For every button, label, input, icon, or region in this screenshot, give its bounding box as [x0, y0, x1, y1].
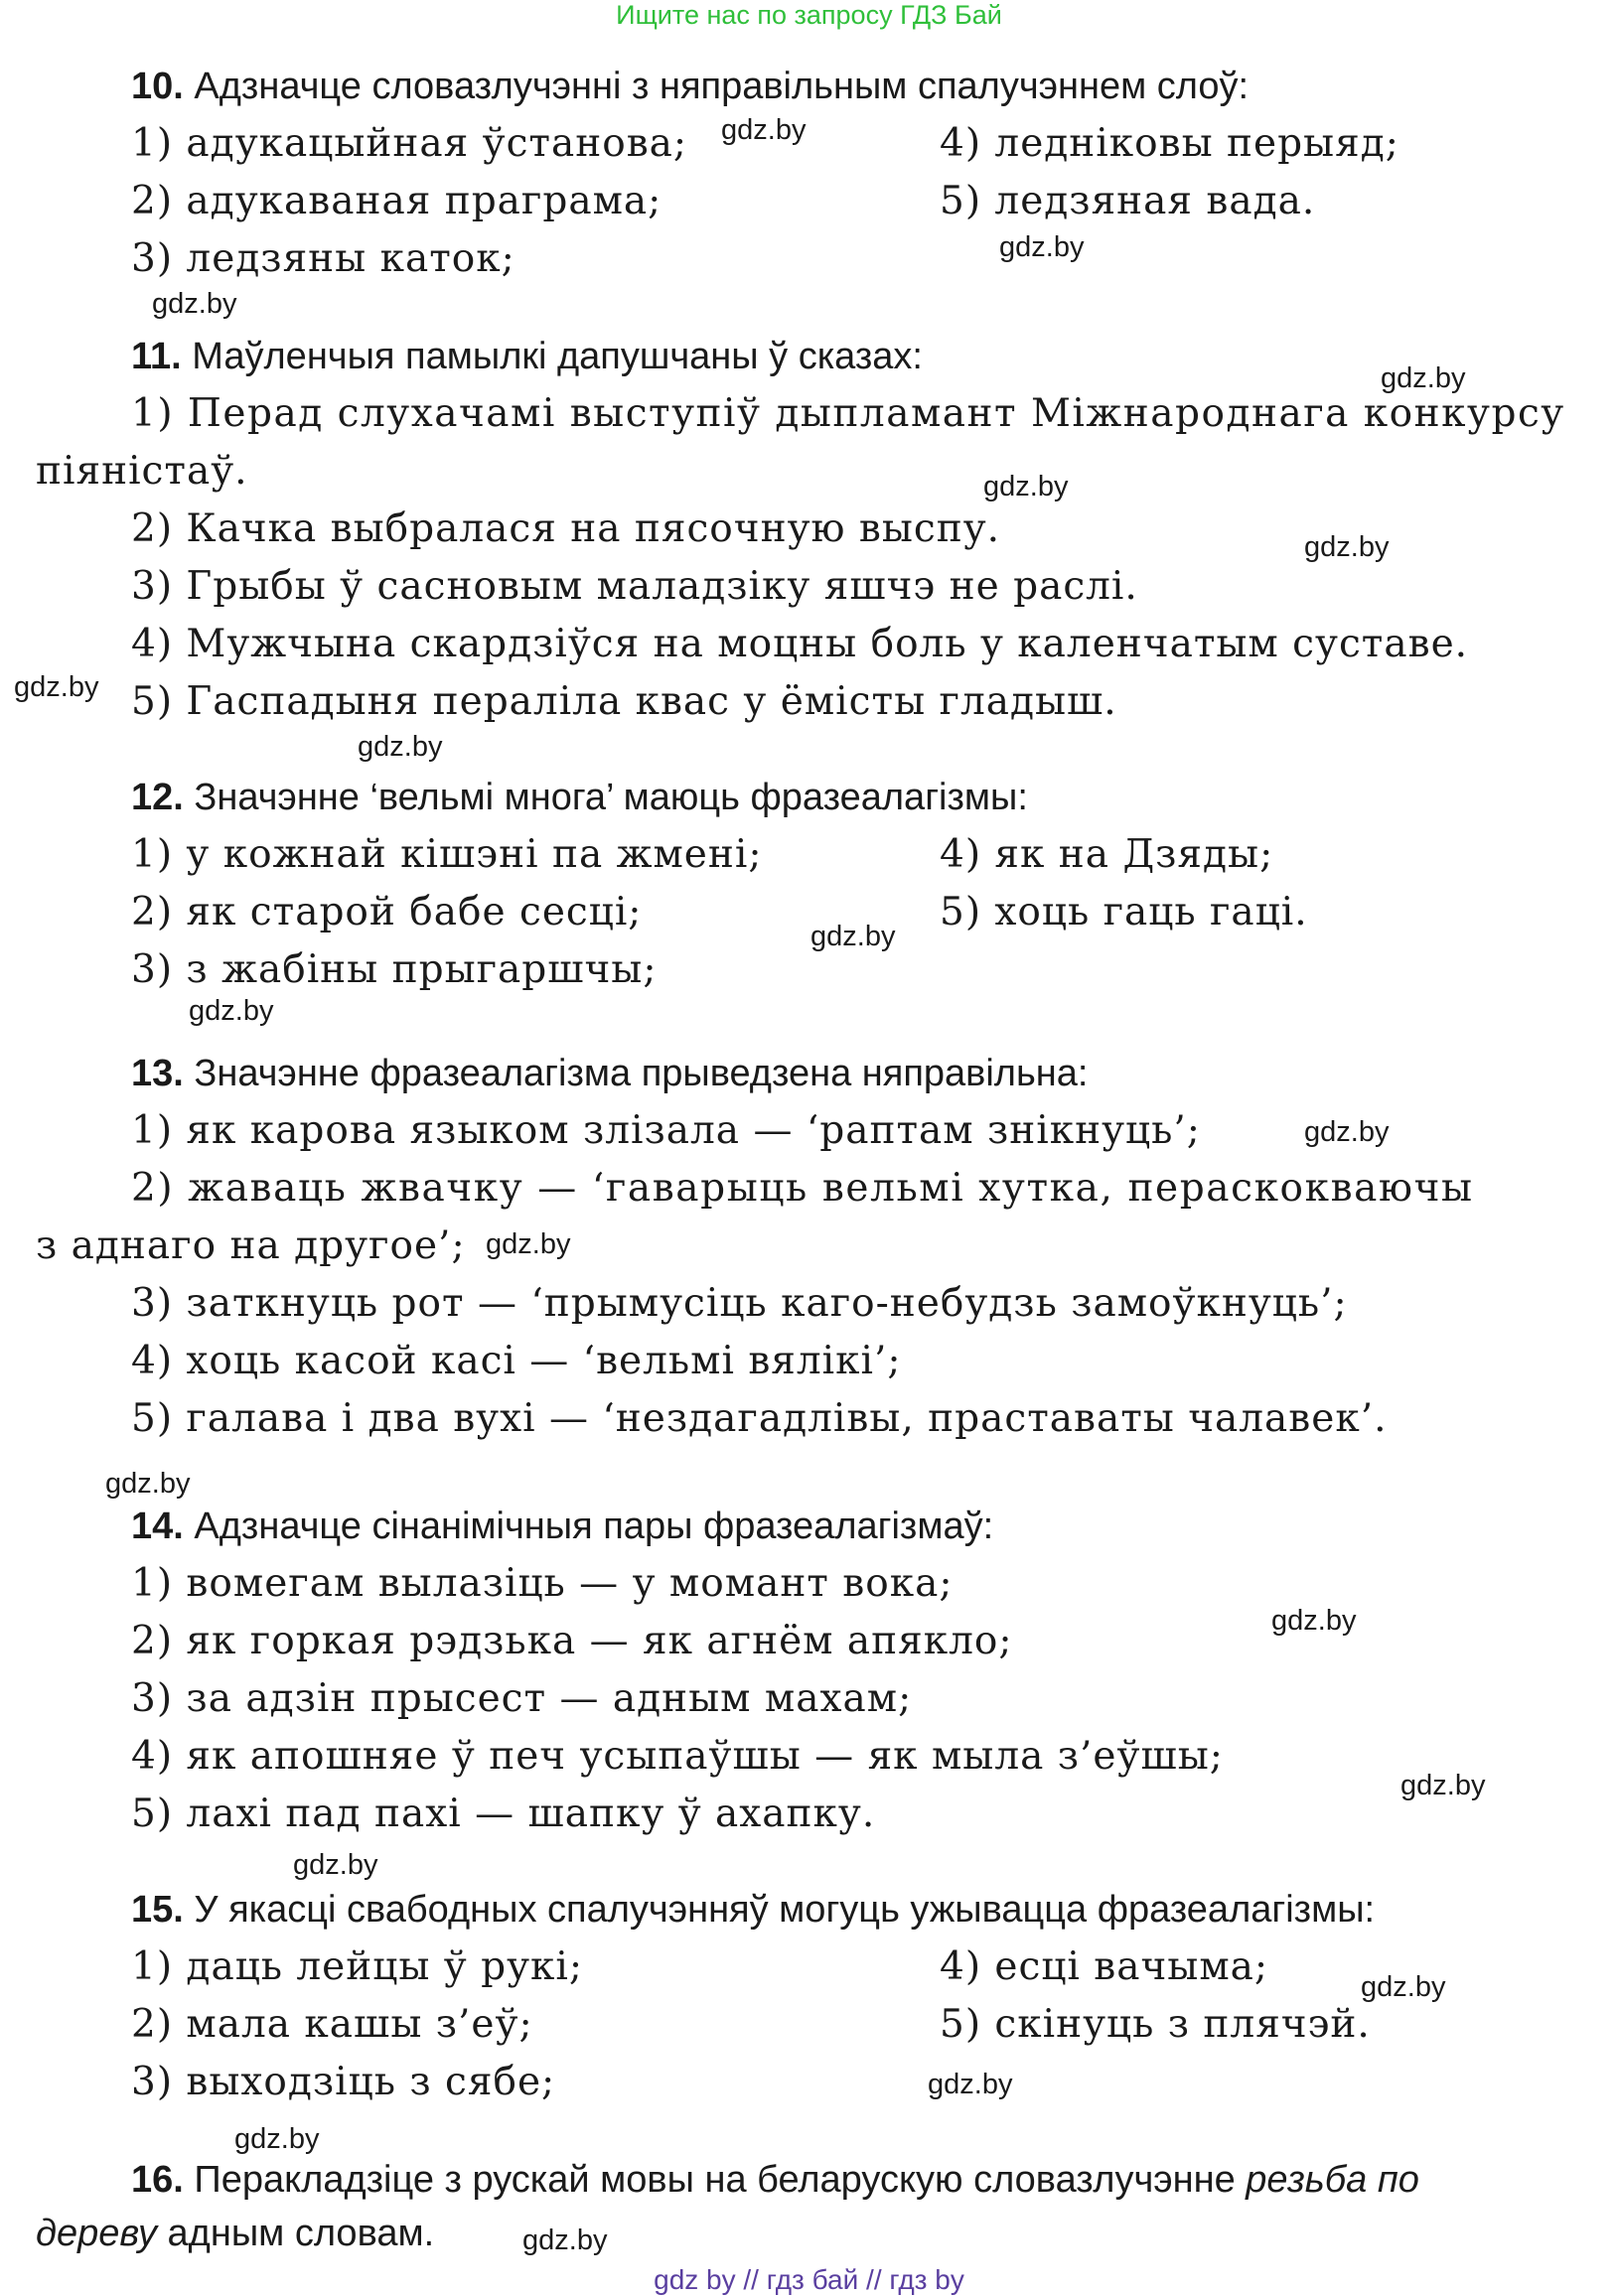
option-11-4: 4) Мужчына скардзіўся на моцны боль у каленчатым суставе. [131, 622, 1469, 666]
option-12-3: 3) з жабіны прыгаршчы; [131, 947, 658, 992]
watermark: gdz.by [152, 288, 237, 320]
option-14-2: 2) як горкая рэдзька — як агнём апякло; [131, 1619, 1013, 1663]
watermark: gdz.by [1400, 1770, 1486, 1801]
option-10-4: 4) ледніковы перыяд; [940, 121, 1399, 166]
watermark: gdz.by [14, 671, 99, 703]
question-number: 11. [131, 336, 182, 377]
question-16 [131, 2159, 1419, 2202]
option-13-1: 1) як карова языком злізала — ‘раптам знікнуць’; [131, 1108, 1201, 1153]
option-14-1: 1) вомегам вылазіць — у момант вока; [131, 1561, 954, 1606]
question-14 [131, 1506, 993, 1548]
option-10-1: 1) адукацыйная ўстанова; [131, 121, 688, 166]
option-15-5: 5) скінуць з плячэй. [940, 2002, 1371, 2047]
option-11-3: 3) Грыбы ў сасновым маладзіку яшчэ не раслі. [131, 564, 1138, 609]
option-15-4: 4) есці вачыма; [940, 1944, 1269, 1989]
question-number: 15. [131, 1889, 184, 1931]
watermark: gdz.by [999, 231, 1085, 263]
question-13 [131, 1053, 1088, 1095]
watermark: gdz.by [1304, 531, 1390, 563]
option-13-5: 5) галава і два вухі — ‘нездагадлівы, праставаты чалавек’. [131, 1396, 1388, 1441]
watermark: gdz.by [234, 2123, 320, 2155]
option-14-5: 5) лахі пад пахі — шапку ў ахапку. [131, 1792, 876, 1836]
option-11-1: 1) Перад слухачамі выступіў дыпламант Міжнароднага конкурсу [131, 391, 1565, 436]
question-text: Значэнне ‘вельмі многа’ маюць фразеалагізмы: [194, 777, 1028, 818]
watermark: gdz.by [105, 1468, 191, 1500]
question-number: 13. [131, 1053, 184, 1094]
watermark: gdz.by [189, 995, 274, 1027]
watermark: gdz.by [983, 471, 1069, 502]
search-banner[interactable]: Ищите нас по запросу ГДЗ Бай [616, 0, 1002, 30]
option-13-2-cont: з аднаго на другое’; [36, 1223, 466, 1268]
question-16-cont [36, 2213, 434, 2255]
option-12-2: 2) як старой бабе сесці; [131, 890, 643, 934]
question-text: У якасці свабодных спалучэнняў могуць ужывацца фразеалагізмы: [194, 1889, 1376, 1931]
question-10 [131, 66, 1249, 108]
question-number: 14. [131, 1506, 184, 1547]
watermark: gdz.by [721, 114, 807, 146]
watermark: gdz.by [293, 1849, 378, 1881]
question-11 [131, 336, 923, 378]
watermark: gdz.by [1271, 1605, 1357, 1637]
watermark: gdz.by [810, 921, 896, 952]
question-number: 12. [131, 777, 184, 818]
option-11-5: 5) Гаспадыня пераліла квас у ёмісты гладыш. [131, 679, 1117, 724]
watermark: gdz.by [1381, 362, 1466, 394]
option-11-1-cont: піяністаў. [36, 449, 248, 494]
question-text-cont: адным словам. [167, 2213, 435, 2254]
watermark: gdz.by [486, 1228, 571, 1260]
watermark: gdz.by [928, 2069, 1013, 2100]
question-number: 16. [131, 2159, 184, 2201]
question-text: Маўленчыя памылкі дапушчаны ў сказах: [192, 336, 923, 377]
option-13-4: 4) хоць касой касі — ‘вельмі вялікі’; [131, 1339, 902, 1383]
option-14-4: 4) як апошняе ў печ усыпаўшы — як мыла з’еўшы; [131, 1734, 1224, 1779]
watermark: gdz.by [1304, 1116, 1390, 1148]
option-12-4: 4) як на Дзяды; [940, 832, 1274, 877]
option-10-5: 5) ледзяная вада. [940, 179, 1316, 223]
option-11-2: 2) Качка выбралася на пясочную выспу. [131, 506, 1001, 551]
option-10-3: 3) ледзяны каток; [131, 236, 515, 281]
option-15-3: 3) выходзіць з сябе; [131, 2060, 556, 2104]
option-15-1: 1) даць лейцы ў рукі; [131, 1944, 584, 1989]
question-italic-term: резьба по [1246, 2159, 1419, 2201]
option-15-2: 2) мала кашы з’еў; [131, 2002, 533, 2047]
option-14-3: 3) за адзін прысест — адным махам; [131, 1676, 913, 1721]
option-13-2: 2) жаваць жвачку — ‘гаварыць вельмі хутка, пераскокваючы [131, 1166, 1474, 1211]
option-10-2: 2) адукаваная праграма; [131, 179, 662, 223]
question-italic-term-cont: дереву [36, 2213, 157, 2254]
question-text: Перакладзіце з рускай мовы на беларускую словазлучэнне [194, 2159, 1236, 2201]
watermark: gdz.by [522, 2224, 608, 2256]
question-text: Адзначце словазлучэнні з няправільным спалучэннем слоў: [194, 66, 1250, 107]
option-12-1: 1) у кожнай кішэні па жмені; [131, 832, 763, 877]
question-text: Значэнне фразеалагізма прыведзена няправільна: [194, 1053, 1089, 1094]
question-12 [131, 777, 1028, 819]
option-12-5: 5) хоць гаць гаці. [940, 890, 1308, 934]
question-text: Адзначце сінанімічныя пары фразеалагізмаў: [194, 1506, 994, 1547]
footer-links[interactable]: gdz by // гдз бай // гдз by [654, 2264, 964, 2295]
question-15 [131, 1889, 1375, 1932]
option-13-3: 3) заткнуць рот — ‘прымусіць каго-небудзь замоўкнуць’; [131, 1281, 1348, 1326]
watermark: gdz.by [1361, 1971, 1446, 2003]
question-number: 10. [131, 66, 184, 107]
watermark: gdz.by [358, 731, 443, 763]
